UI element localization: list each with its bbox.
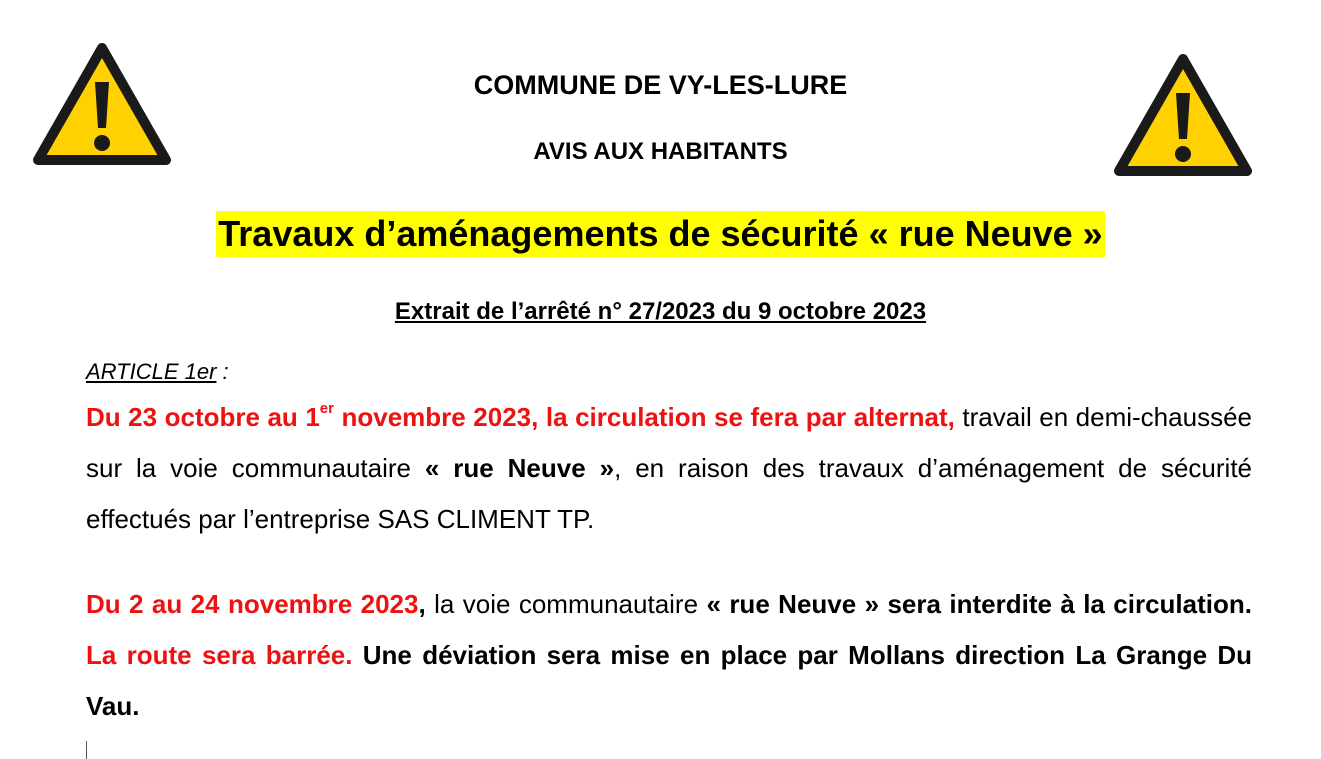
alternat-dates-sup: er <box>319 400 334 417</box>
arrete-reference: Extrait de l’arrêté n° 27/2023 du 9 octobre 2023 <box>394 298 927 325</box>
avis-heading: AVIS AUX HABITANTS <box>533 138 788 165</box>
alternat-dates-end: novembre 2023, la circulation se fera par alternat, <box>333 402 955 432</box>
fermeture-text-1: la voie communautaire <box>425 589 707 619</box>
alternat-text-1: travail en demi-chaussée sur la voie communautaire <box>86 402 1252 483</box>
alternat-text-2: , en raison des travaux d’aménagement de sécurité effectués par l’entreprise SAS CLIMENT TP. <box>86 453 1253 534</box>
fermeture-barree: La route sera barrée. <box>86 640 353 670</box>
paragraph-fermeture <box>86 579 1252 732</box>
fermeture-dates: Du 2 au 24 novembre 2023 <box>86 589 419 619</box>
alternat-dates-start: Du 23 octobre au 1 <box>86 402 320 432</box>
page-title: Travaux d’aménagements de sécurité « rue Neuve » <box>216 211 1104 257</box>
article-label: ARTICLE 1er <box>86 359 217 384</box>
alternat-rue-name: « rue Neuve » <box>424 453 615 483</box>
article-suffix: : <box>216 359 229 384</box>
title-container <box>0 211 1321 257</box>
fermeture-interdite: « rue Neuve » sera interdite à la circulation. <box>706 589 1252 619</box>
paragraph-alternat <box>86 392 1252 545</box>
fermeture-deviation: Une déviation sera mise en place par Mollans direction La Grange Du Vau. <box>86 640 1252 721</box>
fermeture-comma: , <box>418 589 426 619</box>
text-cursor <box>86 741 87 759</box>
commune-heading: COMMUNE DE VY-LES-LURE <box>473 70 848 100</box>
article-heading <box>86 359 229 385</box>
